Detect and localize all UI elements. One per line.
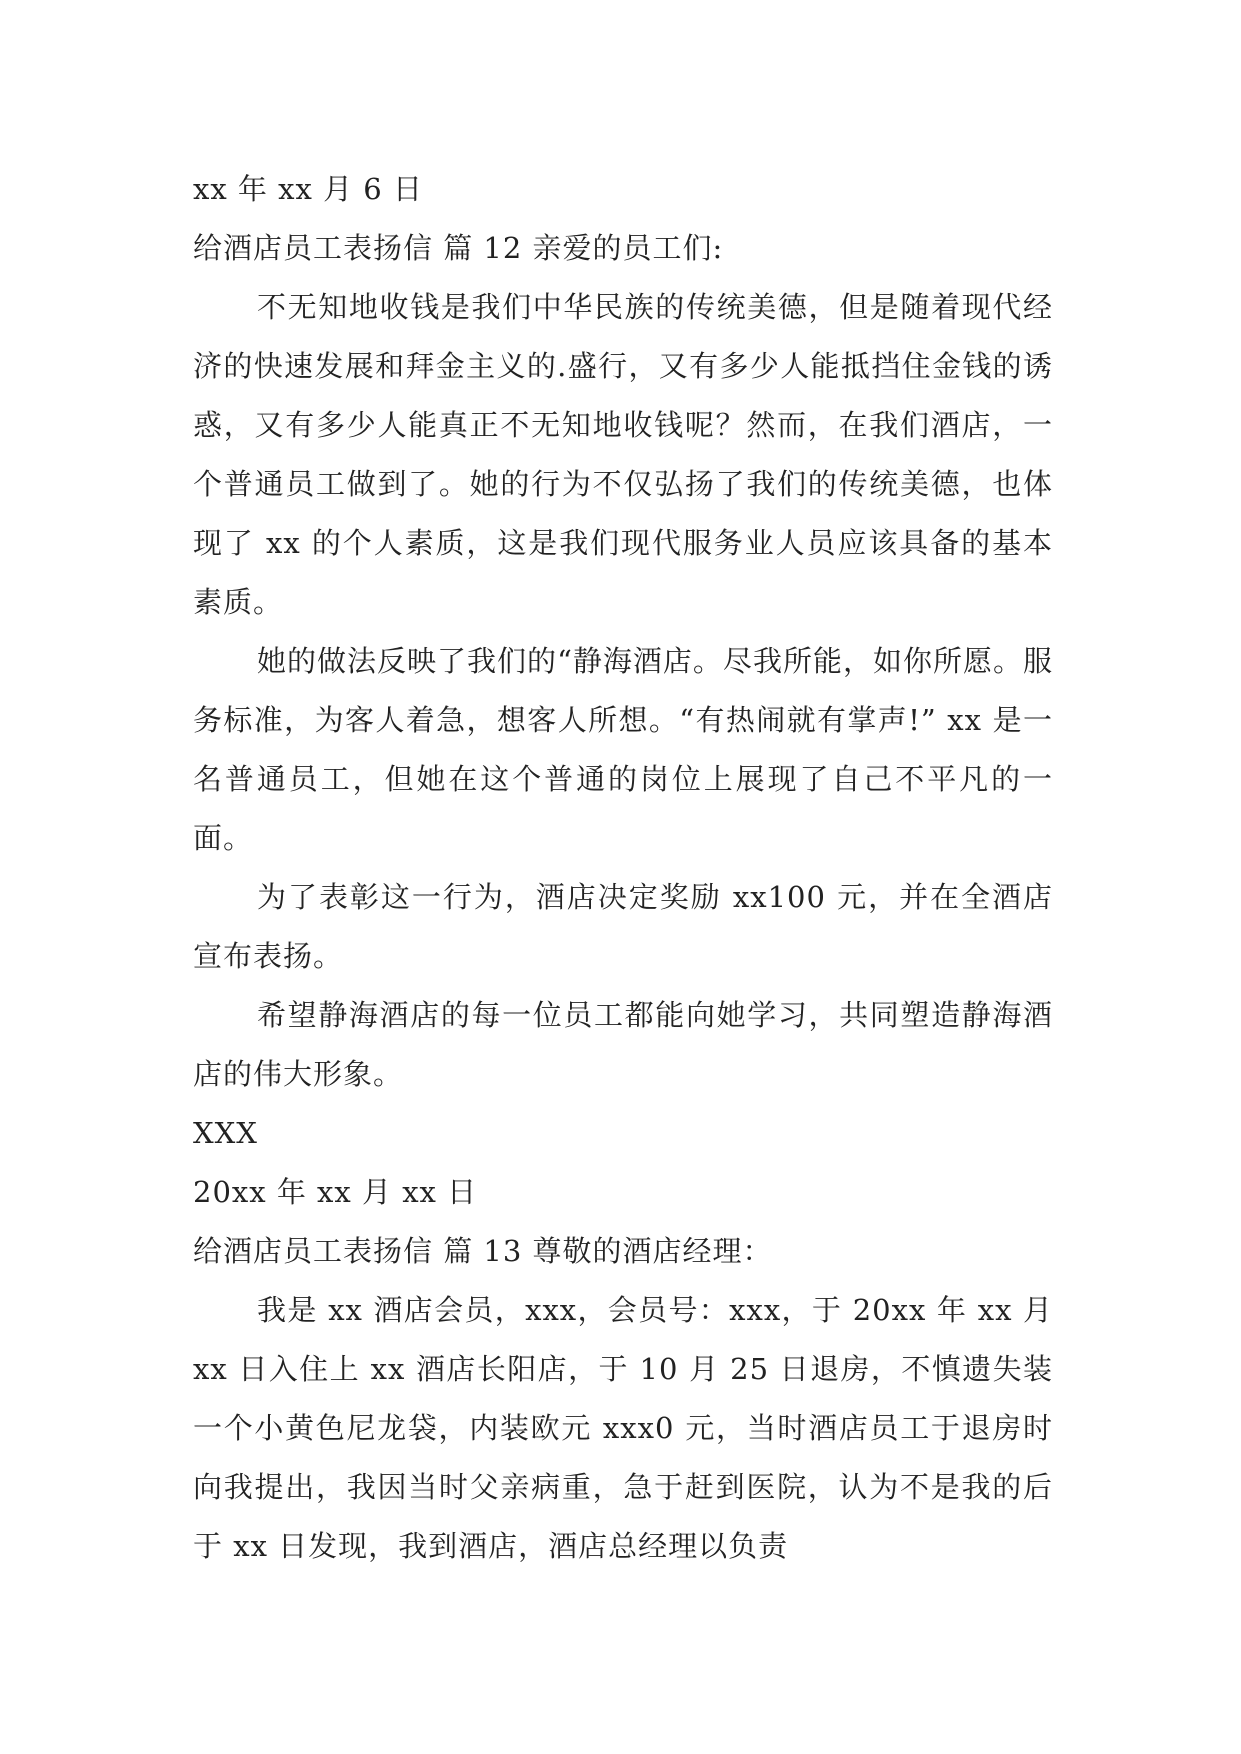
letter-13-heading: 给酒店员工表扬信 篇 13 尊敬的酒店经理：: [193, 1234, 773, 1268]
paragraph-5: 我是 xx 酒店会员，xxx，会员号：xxx，于 20xx 年 xx 月 xx 日入住上 xx 酒店长阳店，于 10 月 25 日退房，不慎遗失装一个小黄色尼龙袋，内装欧元 xxx0 元，当时酒店员工于退房时向我提出，我因当时父亲病重，急于赶到医院，认为不是我的后于 xx 日发现，我到酒店，酒店总经理以负责: [193, 1293, 1053, 1563]
paragraph-2: 她的做法反映了我们的“静海酒店。尽我所能，如你所愿。服务标准，为客人着急，想客人所想。“有热闹就有掌声!” xx 是一名普通员工，但她在这个普通的岗位上展现了自己不平凡的一面。: [193, 644, 1053, 855]
paragraph-4: 希望静海酒店的每一位员工都能向她学习，共同塑造静海酒店的伟大形象。: [193, 998, 1053, 1091]
signature: XXX: [193, 1116, 258, 1150]
signature-date: 20xx 年 xx 月 xx 日: [193, 1175, 478, 1209]
letter-12-heading: 给酒店员工表扬信 篇 12 亲爱的员工们:: [193, 231, 724, 265]
paragraph-3: 为了表彰这一行为，酒店决定奖励 xx100 元，并在全酒店宣布表扬。: [193, 880, 1053, 973]
paragraph-1: 不无知地收钱是我们中华民族的传统美德，但是随着现代经济的快速发展和拜金主义的.盛行，又有多少人能抵挡住金钱的诱惑，又有多少人能真正不无知地收钱呢？然而，在我们酒店，一个普通员工做到了。她的行为不仅弘扬了我们的传统美德，也体现了 xx 的个人素质，这是我们现代服务业人员应该具备的基本素质。: [193, 290, 1053, 619]
date-line: xx 年 xx 月 6 日: [193, 172, 423, 206]
document-body: [193, 160, 1053, 1576]
